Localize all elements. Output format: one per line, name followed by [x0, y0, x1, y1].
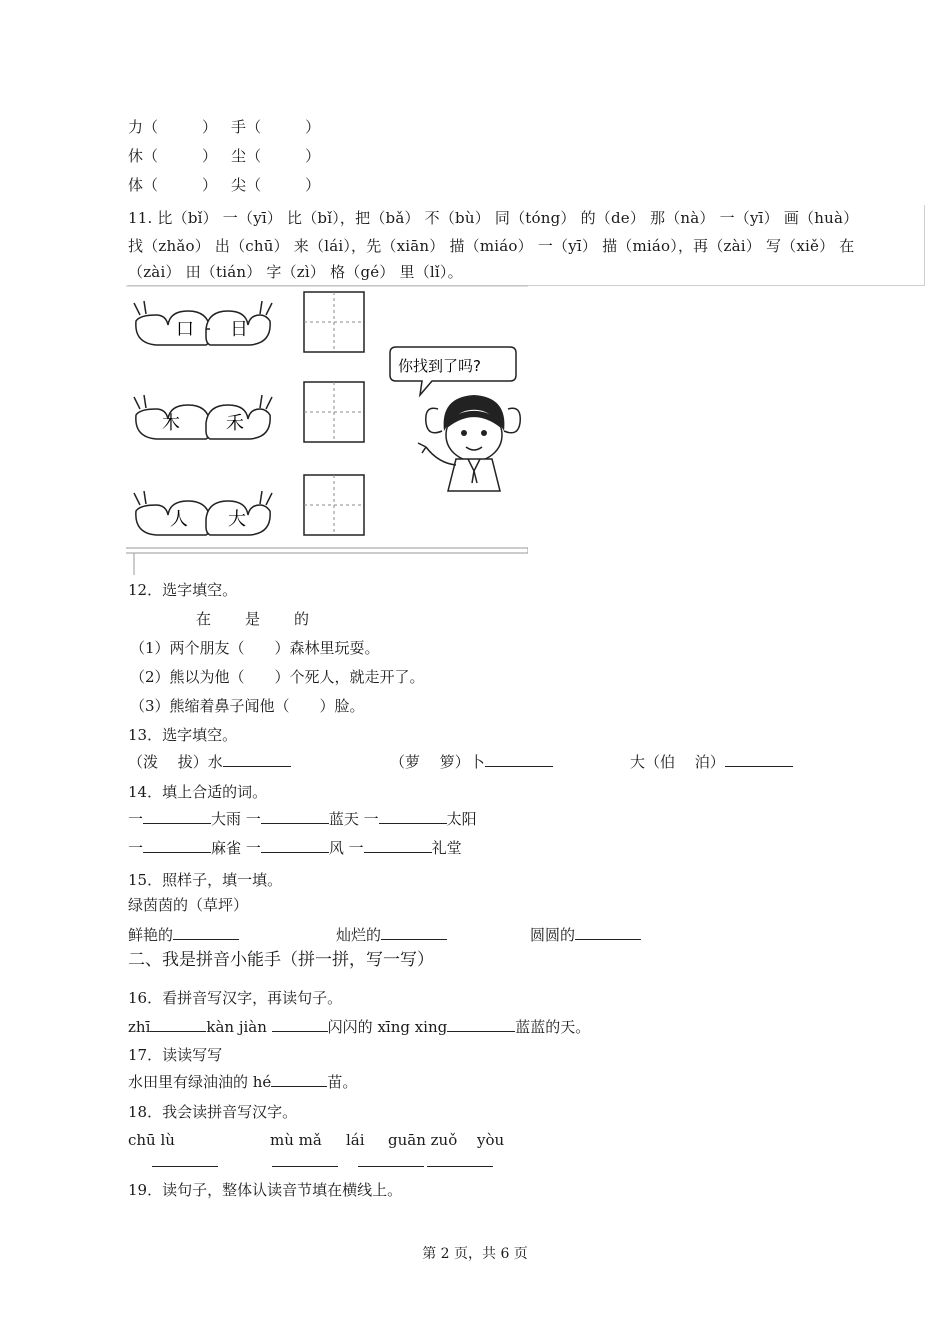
answer-blank[interactable] — [271, 1071, 327, 1087]
answer-blank[interactable] — [485, 751, 553, 767]
options-row — [196, 609, 309, 629]
answer-blank[interactable] — [575, 924, 641, 940]
fill-item: （1）两个朋友（ ）森林里玩耍。 — [130, 639, 380, 657]
q14-row: 一 大雨 一 蓝天 一 太阳 — [128, 810, 477, 828]
q13-item: （泼 拔）水 — [128, 751, 291, 772]
pinyin-item: mù mǎ — [270, 1131, 322, 1149]
pinyin-item: guān zuǒ — [388, 1131, 458, 1149]
answer-blank[interactable] — [143, 808, 211, 824]
answer-blank[interactable] — [725, 751, 793, 767]
snail-left-icon — [134, 301, 210, 345]
snail-pair — [134, 382, 364, 442]
q15-item: 鲜艳的 — [128, 924, 239, 945]
pinyin-item: chū lù — [128, 1131, 175, 1149]
answer-blank[interactable] — [143, 837, 211, 853]
girl-illustration-icon — [418, 395, 520, 491]
answer-blank[interactable] — [223, 751, 291, 767]
snail-char: 日 — [230, 319, 248, 340]
snail-pair — [134, 292, 364, 352]
answer-blank[interactable] — [381, 924, 447, 940]
answer-blank[interactable] — [261, 808, 329, 824]
pair-row: 力（ ） 手（ ） — [128, 118, 321, 136]
snail-char: 禾 — [226, 413, 244, 434]
tianzige-grid[interactable] — [304, 382, 364, 442]
question-14-title: 14．填上合适的词。 — [128, 783, 268, 801]
fill-item: （2）熊以为他（ ）个死人，就走开了。 — [130, 668, 425, 686]
question-19-title: 19．读句子，整体认读音节填在横线上。 — [128, 1181, 403, 1199]
question-13-title: 13．选字填空。 — [128, 726, 238, 744]
snail-char: 人 — [170, 509, 188, 530]
q15-item: 圆圆的 — [530, 924, 641, 945]
answer-blank[interactable] — [150, 1016, 206, 1032]
speech-bubble — [390, 347, 516, 395]
snail-figure — [126, 285, 528, 575]
q14-row: 一 麻雀 一 风 一 礼堂 — [128, 839, 462, 857]
question-18-title: 18．我会读拼音写汉字。 — [128, 1103, 298, 1121]
answer-blank[interactable] — [447, 1016, 515, 1032]
answer-blank[interactable] — [379, 808, 447, 824]
question-11-line: （zài） 田（tián） 字（zì） 格（gé） 里（lǐ）。 — [128, 263, 463, 281]
option-word: 在 — [196, 610, 212, 628]
question-17-title: 17．读读写写 — [128, 1046, 223, 1064]
answer-blank[interactable] — [358, 1166, 424, 1167]
question-12-title: 12．选字填空。 — [128, 581, 238, 599]
pinyin-item: yòu — [477, 1131, 505, 1149]
question-11-line: 11. 比（bǐ） 一（yī） 比（bǐ），把（bǎ） 不（bù） 同（tóng） 的（de） 那（nà） 一（yī） 画（huà） — [128, 209, 859, 227]
q15-example: 绿茵茵的（草坪） — [128, 896, 249, 914]
q15-item: 灿烂的 — [336, 924, 447, 945]
snail-figure-svg — [126, 285, 528, 575]
answer-blank[interactable] — [427, 1166, 493, 1167]
tianzige-grid[interactable] — [304, 475, 364, 535]
answer-blank[interactable] — [173, 924, 239, 940]
q16-row: zhī kàn jiàn 闪闪的 xīng xing 蓝蓝的天。 — [128, 1018, 591, 1036]
answer-blank[interactable] — [261, 837, 329, 853]
tianzige-grid[interactable] — [304, 292, 364, 352]
q17-row: 水田里有绿油油的 hé 苗。 — [128, 1073, 358, 1091]
option-word: 是 — [245, 610, 261, 628]
question-11-line: 找（zhǎo） 出（chū） 来（lái），先（xiān） 描（miáo） 一（yī） 描（miáo），再（zài） 写（xiě） 在 — [128, 237, 855, 255]
q13-item: （萝 箩）卜 — [390, 751, 553, 772]
fill-item: （3）熊缩着鼻子闻他（ ）脸。 — [130, 697, 365, 715]
answer-blank[interactable] — [272, 1166, 338, 1167]
question-16-title: 16．看拼音写汉字，再读句子。 — [128, 989, 343, 1007]
answer-blank[interactable] — [272, 1016, 328, 1032]
q13-item: 大（伯 泊） — [630, 751, 793, 772]
pinyin-item: lái — [346, 1131, 365, 1149]
pair-row: 休（ ） 尘（ ） — [128, 147, 321, 165]
snail-pair — [134, 475, 364, 535]
question-15-title: 15．照样子，填一填。 — [128, 871, 283, 889]
section-heading: 二、我是拼音小能手（拼一拼，写一写） — [128, 950, 434, 970]
snail-char: 大 — [228, 509, 246, 530]
snail-char: 口 — [176, 319, 194, 340]
answer-blank[interactable] — [364, 837, 432, 853]
page-footer: 第 2 页，共 6 页 — [422, 1246, 528, 1262]
speech-text: 你找到了吗? — [398, 357, 481, 375]
question-11 — [128, 205, 925, 286]
option-word: 的 — [294, 610, 310, 628]
answer-blank[interactable] — [152, 1166, 218, 1167]
pair-row: 体（ ） 尖（ ） — [128, 176, 321, 194]
snail-char: 木 — [162, 413, 180, 434]
